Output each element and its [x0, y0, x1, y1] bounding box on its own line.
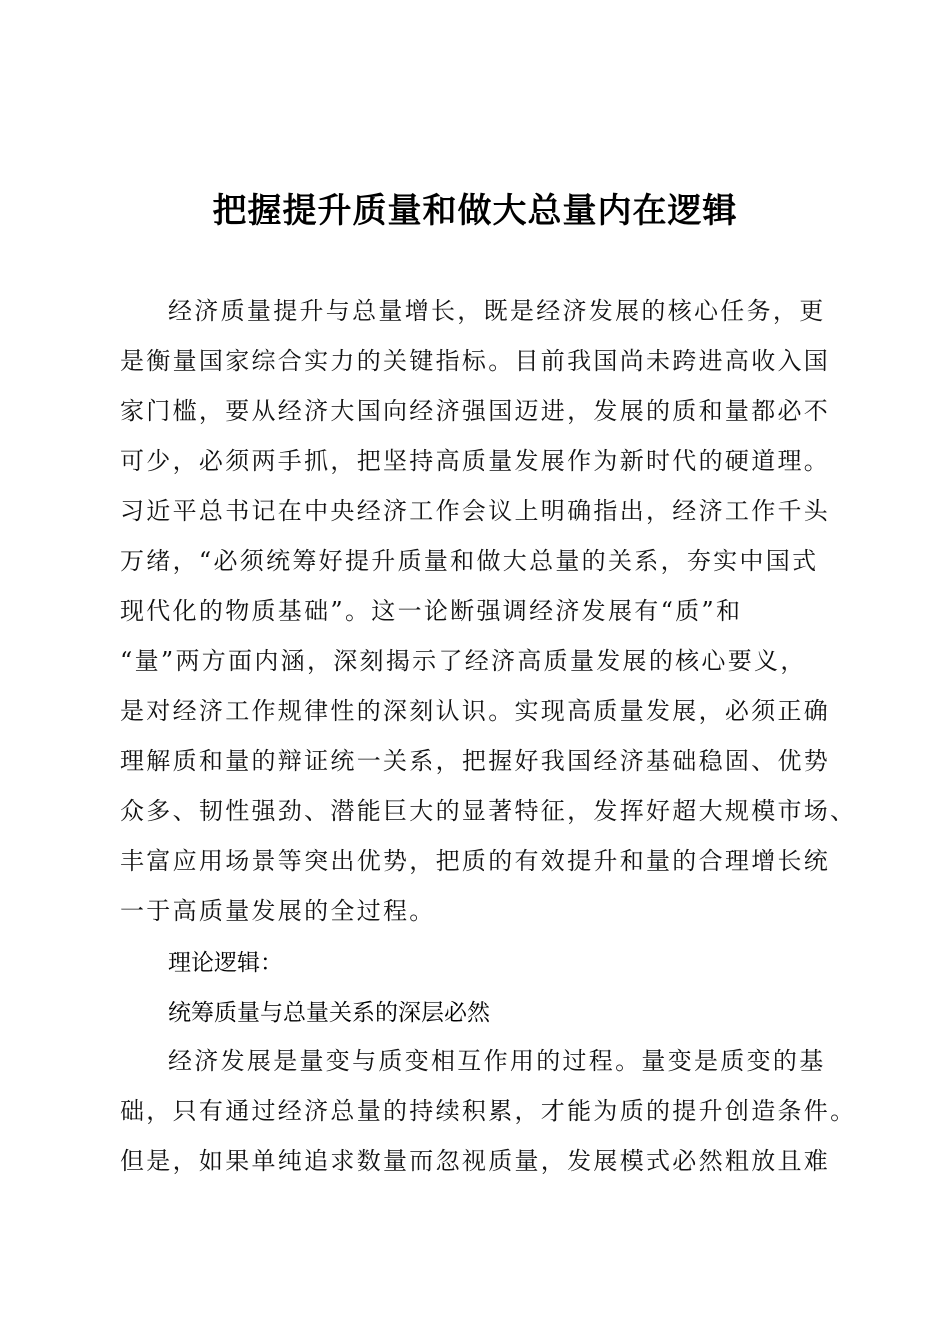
paragraph-1-line-5: 习近平总书记在中央经济工作会议上明确指出，经济工作千头: [120, 497, 831, 525]
section-subheading: 统筹质量与总量关系的深层必然: [168, 1000, 490, 1026]
paragraph-1-line-1: 经济质量提升与总量增长，既是经济发展的核心任务，更: [168, 297, 826, 325]
paragraph-1-line-12: 丰富应用场景等突出优势，把质的有效提升和量的合理增长统: [120, 847, 831, 875]
paragraph-2-line-1: 经济发展是量变与质变相互作用的过程。量变是质变的基: [168, 1047, 826, 1075]
paragraph-1-line-7: 现代化的物质基础”。这一论断强调经济发展有“质”和: [120, 597, 743, 625]
paragraph-1-line-13: 一于高质量发展的全过程。: [120, 897, 436, 925]
paragraph-1-line-10: 理解质和量的辩证统一关系，把握好我国经济基础稳固、优势: [120, 747, 831, 775]
paragraph-1-line-9: 是对经济工作规律性的深刻认识。实现高质量发展，必须正确: [120, 697, 831, 725]
paragraph-1-line-2: 是衡量国家综合实力的关键指标。目前我国尚未跨进高收入国: [120, 347, 831, 375]
document-title: 把握提升质量和做大总量内在逻辑: [212, 191, 738, 231]
section-heading: 理论逻辑：: [168, 950, 283, 976]
paragraph-2-line-2: 础，只有通过经济总量的持续积累，才能为质的提升创造条件。: [120, 1097, 857, 1125]
paragraph-1-line-3: 家门槛，要从经济大国向经济强国迈进，发展的质和量都必不: [120, 397, 831, 425]
paragraph-1-line-11: 众多、韧性强劲、潜能巨大的显著特征，发挥好超大规模市场、: [120, 797, 857, 825]
paragraph-1-line-4: 可少，必须两手抓，把坚持高质量发展作为新时代的硬道理。: [120, 447, 831, 475]
paragraph-1-line-8: “量”两方面内涵，深刻揭示了经济高质量发展的核心要义，: [120, 647, 807, 675]
paragraph-2-line-3: 但是，如果单纯追求数量而忽视质量，发展模式必然粗放且难: [120, 1147, 831, 1175]
paragraph-1-line-6: 万绪，“必须统筹好提升质量和做大总量的关系，夯实中国式: [120, 547, 819, 575]
